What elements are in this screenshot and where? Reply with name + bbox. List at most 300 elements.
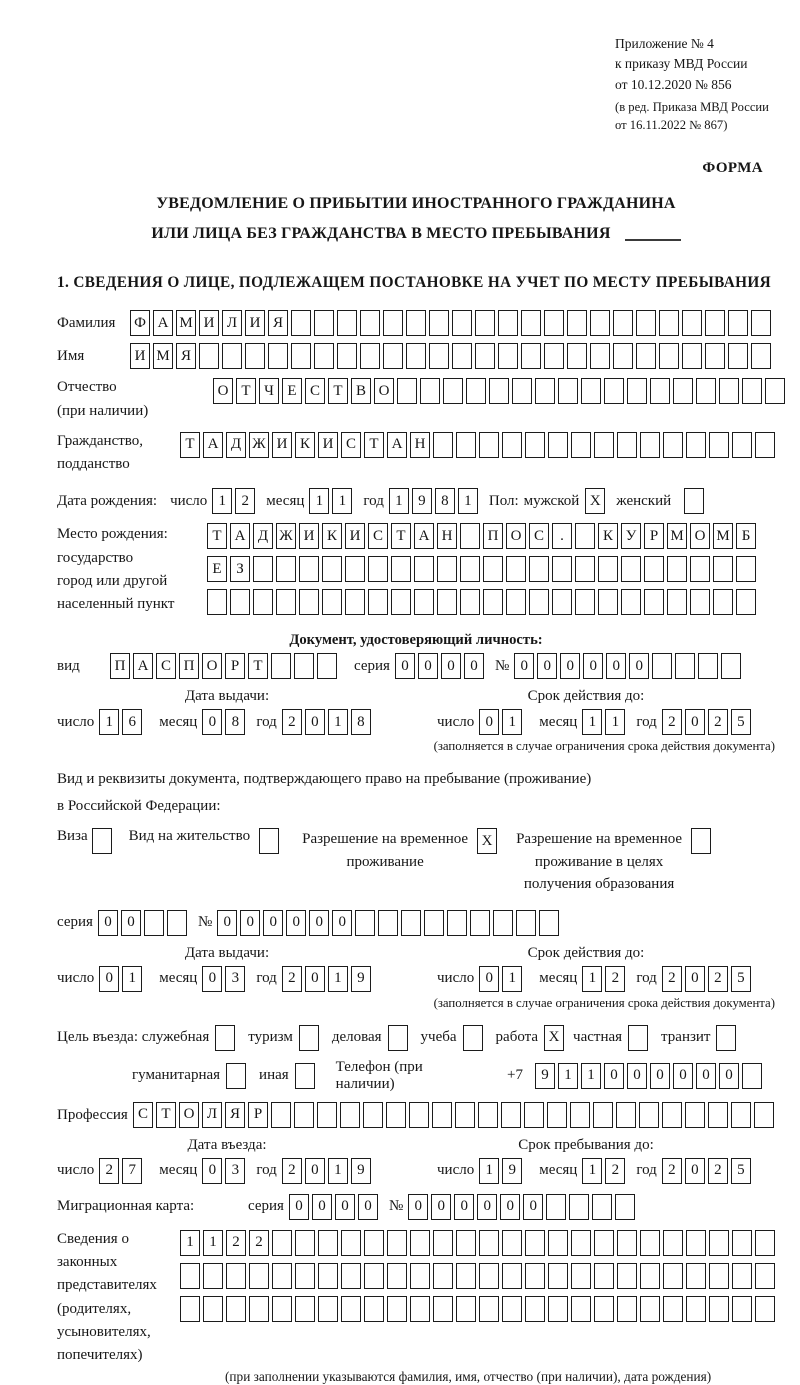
char-box[interactable]: X [544, 1025, 564, 1051]
char-box[interactable] [755, 1296, 775, 1322]
char-box[interactable]: . [552, 523, 572, 549]
char-box[interactable] [567, 343, 587, 369]
char-box[interactable] [594, 1230, 614, 1256]
char-box[interactable] [391, 589, 411, 615]
char-box[interactable] [544, 310, 564, 336]
char-box[interactable]: Ф [130, 310, 150, 336]
char-box[interactable] [207, 589, 227, 615]
char-box[interactable] [299, 589, 319, 615]
char-box[interactable] [594, 1296, 614, 1322]
char-box[interactable]: 2 [662, 1158, 682, 1184]
char-box[interactable] [501, 1102, 521, 1128]
char-box[interactable] [621, 556, 641, 582]
char-box[interactable] [552, 589, 572, 615]
char-box[interactable] [295, 1063, 315, 1089]
char-box[interactable] [667, 556, 687, 582]
char-box[interactable] [378, 910, 398, 936]
char-box[interactable] [493, 910, 513, 936]
char-box[interactable] [478, 1102, 498, 1128]
char-box[interactable] [368, 589, 388, 615]
char-box[interactable]: Р [225, 653, 245, 679]
char-box[interactable] [636, 343, 656, 369]
char-box[interactable]: 2 [99, 1158, 119, 1184]
char-box[interactable]: 1 [558, 1063, 578, 1089]
char-box[interactable] [604, 378, 624, 404]
char-box[interactable] [272, 1296, 292, 1322]
char-box[interactable] [295, 1296, 315, 1322]
char-box[interactable] [713, 589, 733, 615]
char-box[interactable] [345, 556, 365, 582]
char-box[interactable]: 0 [305, 1158, 325, 1184]
char-box[interactable] [249, 1296, 269, 1322]
char-box[interactable] [728, 310, 748, 336]
char-box[interactable] [709, 1296, 729, 1322]
char-box[interactable]: 1 [309, 488, 329, 514]
char-box[interactable] [271, 653, 291, 679]
char-box[interactable] [575, 589, 595, 615]
char-box[interactable] [230, 589, 250, 615]
char-box[interactable] [432, 1102, 452, 1128]
char-box[interactable]: 2 [662, 709, 682, 735]
char-box[interactable]: 1 [479, 1158, 499, 1184]
char-box[interactable] [253, 556, 273, 582]
char-box[interactable] [226, 1063, 246, 1089]
char-box[interactable] [732, 432, 752, 458]
char-box[interactable] [368, 556, 388, 582]
char-box[interactable]: И [345, 523, 365, 549]
char-box[interactable] [755, 1230, 775, 1256]
char-box[interactable] [245, 343, 265, 369]
char-box[interactable]: 0 [121, 910, 141, 936]
char-box[interactable]: 5 [731, 709, 751, 735]
char-box[interactable]: 7 [122, 1158, 142, 1184]
char-box[interactable] [203, 1296, 223, 1322]
char-box[interactable] [575, 556, 595, 582]
char-box[interactable] [590, 343, 610, 369]
char-box[interactable]: С [368, 523, 388, 549]
char-box[interactable]: С [156, 653, 176, 679]
char-box[interactable] [571, 1263, 591, 1289]
char-box[interactable]: 1 [502, 966, 522, 992]
char-box[interactable] [433, 1263, 453, 1289]
char-box[interactable] [455, 1102, 475, 1128]
char-box[interactable]: 0 [418, 653, 438, 679]
char-box[interactable] [539, 910, 559, 936]
char-box[interactable] [644, 589, 664, 615]
char-box[interactable]: М [176, 310, 196, 336]
char-box[interactable] [516, 910, 536, 936]
char-box[interactable]: А [133, 653, 153, 679]
char-box[interactable] [498, 343, 518, 369]
char-box[interactable]: 0 [312, 1194, 332, 1220]
char-box[interactable] [617, 1263, 637, 1289]
char-box[interactable]: 0 [604, 1063, 624, 1089]
char-box[interactable]: 0 [358, 1194, 378, 1220]
char-box[interactable] [314, 343, 334, 369]
char-box[interactable]: О [179, 1102, 199, 1128]
char-box[interactable]: 2 [282, 1158, 302, 1184]
char-box[interactable] [460, 523, 480, 549]
char-box[interactable] [337, 343, 357, 369]
char-box[interactable] [291, 310, 311, 336]
char-box[interactable] [525, 1296, 545, 1322]
char-box[interactable]: П [483, 523, 503, 549]
char-box[interactable] [571, 432, 591, 458]
char-box[interactable] [636, 310, 656, 336]
char-box[interactable] [180, 1263, 200, 1289]
char-box[interactable] [686, 1263, 706, 1289]
char-box[interactable]: 0 [479, 966, 499, 992]
char-box[interactable] [341, 1296, 361, 1322]
char-box[interactable] [690, 589, 710, 615]
char-box[interactable]: 0 [629, 653, 649, 679]
char-box[interactable]: С [529, 523, 549, 549]
char-box[interactable]: Р [248, 1102, 268, 1128]
char-box[interactable]: 1 [605, 709, 625, 735]
char-box[interactable] [640, 1263, 660, 1289]
char-box[interactable]: 0 [263, 910, 283, 936]
char-box[interactable] [215, 1025, 235, 1051]
char-box[interactable]: О [202, 653, 222, 679]
char-box[interactable] [506, 556, 526, 582]
char-box[interactable]: 1 [328, 709, 348, 735]
char-box[interactable]: 1 [458, 488, 478, 514]
char-box[interactable] [317, 1102, 337, 1128]
char-box[interactable] [299, 1025, 319, 1051]
char-box[interactable] [479, 1230, 499, 1256]
char-box[interactable] [276, 589, 296, 615]
char-box[interactable] [502, 432, 522, 458]
char-box[interactable]: 2 [235, 488, 255, 514]
char-box[interactable]: 2 [708, 709, 728, 735]
char-box[interactable] [460, 556, 480, 582]
char-box[interactable]: Т [391, 523, 411, 549]
char-box[interactable] [709, 1263, 729, 1289]
char-box[interactable] [675, 653, 695, 679]
char-box[interactable]: Я [268, 310, 288, 336]
char-box[interactable] [466, 378, 486, 404]
char-box[interactable] [341, 1263, 361, 1289]
char-box[interactable]: М [667, 523, 687, 549]
char-box[interactable]: 0 [202, 1158, 222, 1184]
char-box[interactable] [443, 378, 463, 404]
char-box[interactable] [314, 310, 334, 336]
char-box[interactable] [696, 378, 716, 404]
char-box[interactable] [387, 1230, 407, 1256]
char-box[interactable]: Т [180, 432, 200, 458]
char-box[interactable]: 0 [514, 653, 534, 679]
char-box[interactable] [659, 343, 679, 369]
char-box[interactable] [709, 432, 729, 458]
char-box[interactable] [249, 1263, 269, 1289]
char-box[interactable] [406, 343, 426, 369]
char-box[interactable] [355, 910, 375, 936]
char-box[interactable]: 1 [389, 488, 409, 514]
char-box[interactable] [322, 589, 342, 615]
char-box[interactable]: М [713, 523, 733, 549]
char-box[interactable] [548, 1263, 568, 1289]
char-box[interactable] [363, 1102, 383, 1128]
char-box[interactable]: 0 [431, 1194, 451, 1220]
char-box[interactable]: 0 [464, 653, 484, 679]
char-box[interactable] [424, 910, 444, 936]
char-box[interactable]: 1 [180, 1230, 200, 1256]
char-box[interactable] [659, 310, 679, 336]
char-box[interactable]: 1 [99, 709, 119, 735]
char-box[interactable] [558, 378, 578, 404]
char-box[interactable] [570, 1102, 590, 1128]
char-box[interactable] [548, 1230, 568, 1256]
char-box[interactable]: 9 [351, 1158, 371, 1184]
char-box[interactable]: А [414, 523, 434, 549]
char-box[interactable] [226, 1296, 246, 1322]
char-box[interactable] [663, 1296, 683, 1322]
char-box[interactable] [489, 378, 509, 404]
char-box[interactable] [525, 1263, 545, 1289]
char-box[interactable]: 2 [282, 709, 302, 735]
char-box[interactable] [295, 1230, 315, 1256]
char-box[interactable] [594, 1263, 614, 1289]
char-box[interactable] [294, 653, 314, 679]
char-box[interactable] [463, 1025, 483, 1051]
char-box[interactable]: Я [176, 343, 196, 369]
char-box[interactable] [318, 1296, 338, 1322]
char-box[interactable] [754, 1102, 774, 1128]
char-box[interactable] [360, 343, 380, 369]
char-box[interactable] [594, 432, 614, 458]
char-box[interactable] [180, 1296, 200, 1322]
char-box[interactable]: А [230, 523, 250, 549]
char-box[interactable] [682, 343, 702, 369]
char-box[interactable]: Б [736, 523, 756, 549]
char-box[interactable] [751, 310, 771, 336]
char-box[interactable]: 1 [212, 488, 232, 514]
char-box[interactable] [613, 343, 633, 369]
char-box[interactable] [429, 310, 449, 336]
char-box[interactable] [447, 910, 467, 936]
char-box[interactable]: Д [226, 432, 246, 458]
char-box[interactable] [525, 1230, 545, 1256]
char-box[interactable]: И [245, 310, 265, 336]
char-box[interactable] [617, 1296, 637, 1322]
char-box[interactable] [483, 556, 503, 582]
char-box[interactable]: 1 [122, 966, 142, 992]
char-box[interactable] [592, 1194, 612, 1220]
char-box[interactable] [581, 378, 601, 404]
char-box[interactable]: 9 [351, 966, 371, 992]
char-box[interactable]: 0 [395, 653, 415, 679]
char-box[interactable] [92, 828, 112, 854]
char-box[interactable] [544, 343, 564, 369]
char-box[interactable]: Т [207, 523, 227, 549]
char-box[interactable] [569, 1194, 589, 1220]
char-box[interactable]: 9 [535, 1063, 555, 1089]
char-box[interactable] [456, 1296, 476, 1322]
char-box[interactable] [529, 589, 549, 615]
char-box[interactable] [341, 1230, 361, 1256]
char-box[interactable]: 1 [582, 709, 602, 735]
char-box[interactable] [617, 432, 637, 458]
char-box[interactable]: 0 [523, 1194, 543, 1220]
char-box[interactable]: 0 [240, 910, 260, 936]
char-box[interactable] [567, 310, 587, 336]
char-box[interactable]: 1 [332, 488, 352, 514]
char-box[interactable]: 0 [202, 966, 222, 992]
char-box[interactable]: 8 [351, 709, 371, 735]
char-box[interactable]: 0 [650, 1063, 670, 1089]
char-box[interactable]: 0 [685, 1158, 705, 1184]
char-box[interactable] [360, 310, 380, 336]
char-box[interactable]: 0 [500, 1194, 520, 1220]
char-box[interactable]: Ж [249, 432, 269, 458]
char-box[interactable] [663, 1230, 683, 1256]
char-box[interactable] [409, 1102, 429, 1128]
char-box[interactable] [521, 310, 541, 336]
char-box[interactable] [222, 343, 242, 369]
char-box[interactable] [406, 310, 426, 336]
char-box[interactable]: 0 [627, 1063, 647, 1089]
char-box[interactable] [414, 556, 434, 582]
char-box[interactable]: 6 [122, 709, 142, 735]
char-box[interactable] [272, 1263, 292, 1289]
char-box[interactable] [452, 343, 472, 369]
char-box[interactable] [667, 589, 687, 615]
char-box[interactable] [345, 589, 365, 615]
char-box[interactable] [663, 1263, 683, 1289]
char-box[interactable]: Р [644, 523, 664, 549]
char-box[interactable] [640, 432, 660, 458]
char-box[interactable]: О [213, 378, 233, 404]
char-box[interactable]: 0 [305, 966, 325, 992]
char-box[interactable]: 0 [673, 1063, 693, 1089]
char-box[interactable] [414, 589, 434, 615]
char-box[interactable] [199, 343, 219, 369]
char-box[interactable] [535, 378, 555, 404]
char-box[interactable]: 1 [328, 1158, 348, 1184]
char-box[interactable] [479, 1263, 499, 1289]
char-box[interactable]: С [341, 432, 361, 458]
char-box[interactable]: Л [222, 310, 242, 336]
char-box[interactable] [590, 310, 610, 336]
char-box[interactable]: 0 [479, 709, 499, 735]
char-box[interactable] [397, 378, 417, 404]
char-box[interactable] [410, 1230, 430, 1256]
char-box[interactable]: П [179, 653, 199, 679]
char-box[interactable] [546, 1194, 566, 1220]
char-box[interactable] [203, 1263, 223, 1289]
char-box[interactable] [685, 1102, 705, 1128]
char-box[interactable] [318, 1263, 338, 1289]
char-box[interactable]: Ж [276, 523, 296, 549]
char-box[interactable] [502, 1296, 522, 1322]
char-box[interactable]: 0 [696, 1063, 716, 1089]
char-box[interactable]: 5 [731, 1158, 751, 1184]
char-box[interactable]: 9 [502, 1158, 522, 1184]
char-box[interactable] [364, 1230, 384, 1256]
char-box[interactable]: Я [225, 1102, 245, 1128]
char-box[interactable]: 0 [309, 910, 329, 936]
char-box[interactable] [512, 378, 532, 404]
char-box[interactable] [616, 1102, 636, 1128]
char-box[interactable] [318, 1230, 338, 1256]
char-box[interactable]: 8 [225, 709, 245, 735]
char-box[interactable]: 1 [328, 966, 348, 992]
char-box[interactable]: 2 [662, 966, 682, 992]
char-box[interactable]: Д [253, 523, 273, 549]
char-box[interactable]: 0 [477, 1194, 497, 1220]
char-box[interactable] [617, 1230, 637, 1256]
char-box[interactable] [386, 1102, 406, 1128]
char-box[interactable]: 0 [454, 1194, 474, 1220]
char-box[interactable] [690, 556, 710, 582]
char-box[interactable] [460, 589, 480, 615]
char-box[interactable] [456, 432, 476, 458]
char-box[interactable] [502, 1263, 522, 1289]
char-box[interactable] [387, 1263, 407, 1289]
char-box[interactable] [640, 1296, 660, 1322]
char-box[interactable] [502, 1230, 522, 1256]
char-box[interactable] [410, 1263, 430, 1289]
char-box[interactable]: М [153, 343, 173, 369]
char-box[interactable] [627, 378, 647, 404]
char-box[interactable] [719, 378, 739, 404]
char-box[interactable] [713, 556, 733, 582]
char-box[interactable]: О [506, 523, 526, 549]
char-box[interactable]: 0 [332, 910, 352, 936]
char-box[interactable]: 5 [731, 966, 751, 992]
char-box[interactable]: И [272, 432, 292, 458]
char-box[interactable] [144, 910, 164, 936]
char-box[interactable] [272, 1230, 292, 1256]
char-box[interactable] [732, 1230, 752, 1256]
char-box[interactable] [742, 378, 762, 404]
char-box[interactable] [552, 556, 572, 582]
char-box[interactable]: 9 [412, 488, 432, 514]
char-box[interactable]: П [110, 653, 130, 679]
char-box[interactable] [322, 556, 342, 582]
char-box[interactable] [728, 343, 748, 369]
char-box[interactable] [420, 378, 440, 404]
char-box[interactable] [755, 432, 775, 458]
char-box[interactable] [410, 1296, 430, 1322]
char-box[interactable] [433, 1230, 453, 1256]
char-box[interactable] [731, 1102, 751, 1128]
char-box[interactable]: 0 [305, 709, 325, 735]
char-box[interactable] [682, 310, 702, 336]
char-box[interactable] [524, 1102, 544, 1128]
char-box[interactable] [429, 343, 449, 369]
char-box[interactable] [708, 1102, 728, 1128]
char-box[interactable] [456, 1263, 476, 1289]
char-box[interactable]: А [153, 310, 173, 336]
char-box[interactable] [639, 1102, 659, 1128]
char-box[interactable] [716, 1025, 736, 1051]
char-box[interactable]: Т [248, 653, 268, 679]
char-box[interactable]: И [318, 432, 338, 458]
char-box[interactable]: З [230, 556, 250, 582]
char-box[interactable] [736, 589, 756, 615]
char-box[interactable] [765, 378, 785, 404]
char-box[interactable]: И [299, 523, 319, 549]
char-box[interactable] [529, 556, 549, 582]
char-box[interactable] [437, 589, 457, 615]
char-box[interactable] [317, 653, 337, 679]
char-box[interactable] [337, 310, 357, 336]
char-box[interactable] [271, 1102, 291, 1128]
char-box[interactable] [621, 589, 641, 615]
char-box[interactable] [498, 310, 518, 336]
char-box[interactable]: 2 [282, 966, 302, 992]
